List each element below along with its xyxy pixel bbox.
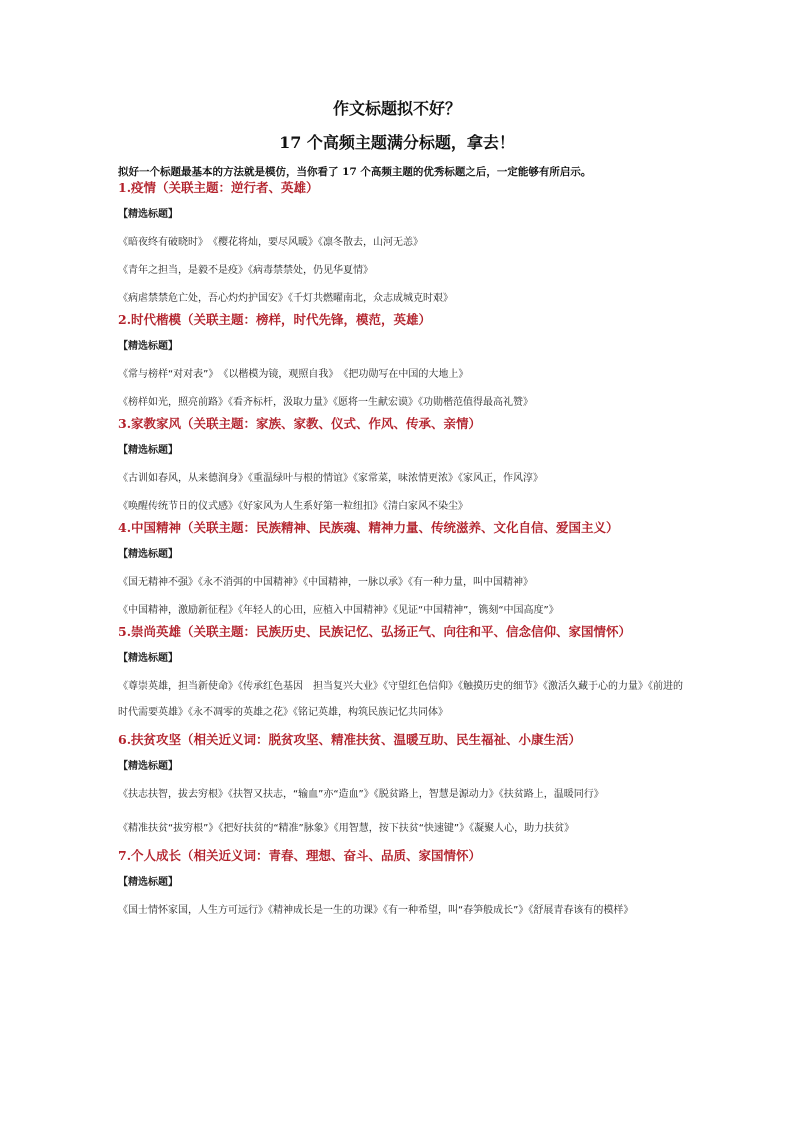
title-line: 《国无精神不强》《永不消弭的中国精神》《中国精神，一脉以承》《有一种力量，叫中国精神》 — [118, 577, 533, 588]
sections-container — [118, 180, 684, 924]
section-heading: 3.家教家风（关联主题：家族、家教、仪式、作风、传承、亲情） — [118, 416, 482, 431]
title-line: 《病虐禁禁危亡处，吾心灼灼护国安》《千灯共燃曜南北，众志成城克时艰》 — [118, 293, 453, 304]
section-subheading: 【精选标题】 — [118, 653, 178, 664]
section-heading: 7.个人成长（相关近义词：青春、理想、奋斗、品质、家国情怀） — [118, 848, 482, 863]
document-title: 作文标题拟不好？ — [332, 99, 461, 118]
section-heading: 2.时代楷模（关联主题：榜样，时代先锋，模范，英雄） — [118, 312, 432, 327]
section-1 — [118, 180, 684, 306]
section-subheading: 【精选标题】 — [118, 209, 178, 220]
title-line: 《暗夜终有破晓时》 《樱花将灿，要尽风暖》《凛冬散去，山河无恙》 — [118, 237, 423, 248]
title-line: 《精准扶贫“拔穷根”》《把好扶贫的“精准”脉象》《用智慧，按下扶贫“快速键”》《凝聚人心，助力扶贫》 — [118, 823, 575, 834]
title-line: 《青年之担当，是毅不是疫》《病毒禁禁处，仍见华夏情》 — [118, 265, 373, 276]
section-subheading: 【精选标题】 — [118, 761, 178, 772]
title-line: 《中国精神，激励新征程》《年轻人的心田，应植入中国精神》《见证“中国精神”，镌刻“中国高度”》 — [118, 605, 559, 616]
section-subheading: 【精选标题】 — [118, 445, 178, 456]
title-line: 《常与榜样“对对表”》 《以楷模为镜，观照自我》 《把功勋写在中国的大地上》 — [118, 369, 469, 380]
section-7 — [118, 848, 684, 924]
section-4 — [118, 520, 684, 618]
section-6 — [118, 732, 684, 842]
section-heading: 6.扶贫攻坚（相关近义词：脱贫攻坚、精准扶贫、温暖互助、民生福祉、小康生活） — [118, 732, 582, 747]
intro-paragraph: 拟好一个标题最基本的方法就是模仿，当你看了 17 个高频主题的优秀标题之后，一定能够有所启示。 — [118, 166, 592, 178]
section-5 — [118, 624, 684, 726]
section-heading: 5.崇尚英雄（关联主题：民族历史、民族记忆、弘扬正气、向往和平、信念信仰、家国情怀） — [118, 624, 632, 639]
section-heading: 4.中国精神（关联主题：民族精神、民族魂、精神力量、传统滋养、文化自信、爱国主义） — [118, 520, 619, 535]
title-line: 《榜样如光，照亮前路》《看齐标杆，汲取力量》《愿将一生献宏谟》《功勋楷范值得最高礼赞》 — [118, 397, 533, 408]
title-line: 《国士情怀家国，人生方可远行》《精神成长是一生的功课》《有一种希望，叫“春笋般成长”》《舒展青春该有的模样》 — [118, 905, 634, 916]
title-line: 《扶志扶智，拔去穷根》《扶智又扶志，“输血”亦“造血”》《脱贫路上，智慧是源动力》《扶贫路上，温暖同行》 — [118, 789, 604, 800]
section-subheading: 【精选标题】 — [118, 877, 178, 888]
title-line: 《古训如春风，从来德润身》《重温绿叶与根的情谊》《家常菜，味浓情更浓》《家风正，作风淳》 — [118, 473, 543, 484]
document-subtitle: 17 个高频主题满分标题，拿去！ — [279, 133, 515, 152]
section-2 — [118, 312, 684, 410]
section-heading: 1.疫情（关联主题：逆行者、英雄） — [118, 180, 319, 195]
section-3 — [118, 416, 684, 514]
title-line: 《尊崇英雄，担当新使命》《传承红色基因 担当复兴大业》《守望红色信仰》《触摸历史的细节》《激活久藏于心的力量》《前进的时代需要英雄》《永不凋零的英雄之花》《铭记英雄，构筑民族记忆共同体》 — [118, 681, 683, 718]
title-line: 《唤醒传统节日的仪式感》《好家风为人生系好第一粒纽扣》《清白家风不染尘》 — [118, 501, 468, 512]
section-subheading: 【精选标题】 — [118, 341, 178, 352]
section-subheading: 【精选标题】 — [118, 549, 178, 560]
